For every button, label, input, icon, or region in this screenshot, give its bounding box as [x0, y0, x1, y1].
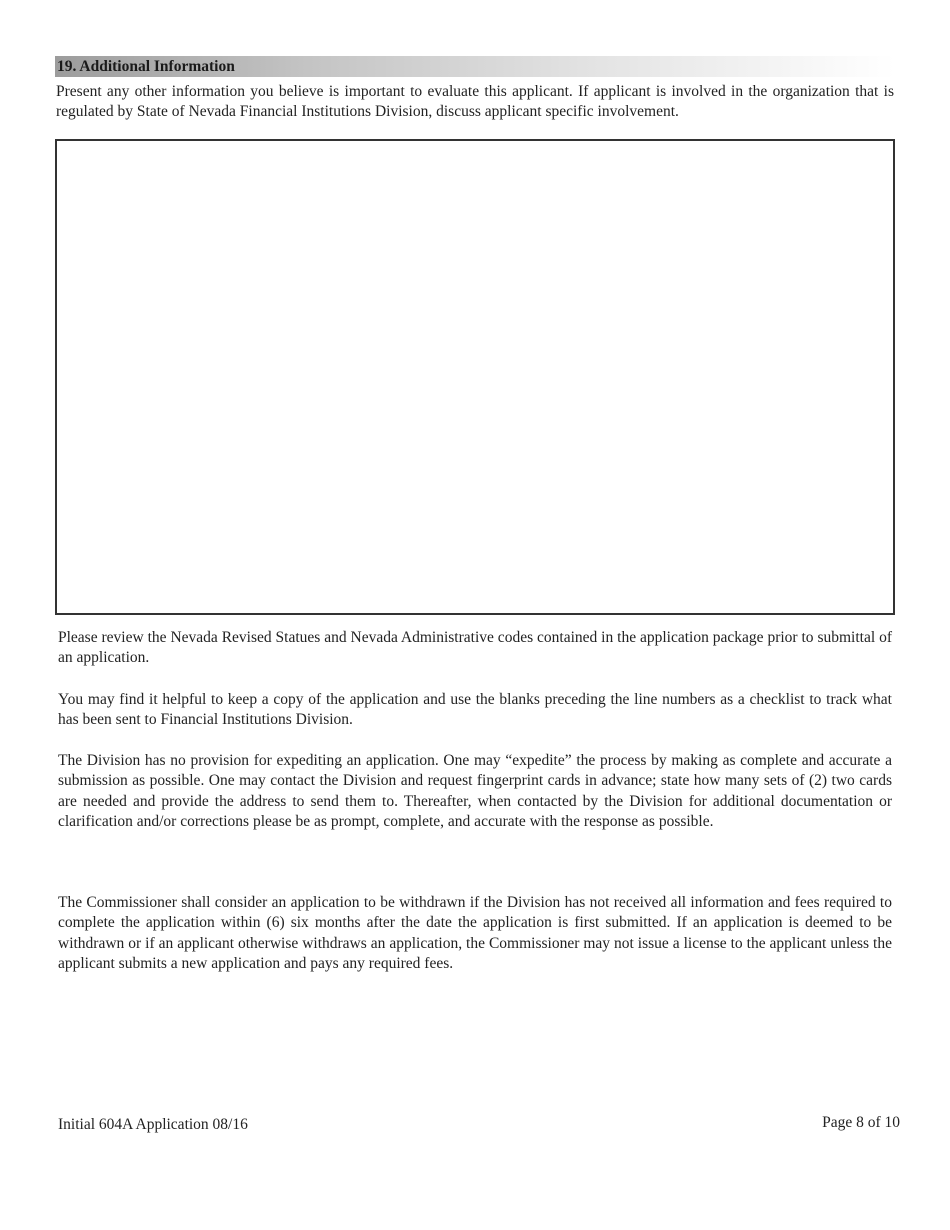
instruction-withdrawal: The Commissioner shall consider an application to be withdrawn if the Division has not received all information and fees required to complete the application within (6) six months after the date the application is first submitted. If an application is deemed to be withdrawn or if an applicant otherwise withdraws an application, the Commissioner may not issue a license to the applicant unless the applicant submits a new application and pays any required fees. [58, 894, 892, 973]
section-header: 19. Additional Information [55, 56, 895, 77]
footer-page-number: Page 8 of 10 [822, 1114, 900, 1131]
section-intro: Present any other information you believe is important to evaluate this applicant. If applicant is involved in the organization that is regulated by State of Nevada Financial Institutions Division, discuss applicant specific involvement. [56, 83, 894, 121]
footer-form-id: Initial 604A Application 08/16 [58, 1116, 248, 1133]
instruction-checklist: You may find it helpful to keep a copy of the application and use the blanks preceding the line numbers as a checklist to track what has been sent to Financial Institutions Division. [58, 691, 892, 729]
instruction-review-statutes: Please review the Nevada Revised Statues and Nevada Administrative codes contained in the application package prior to submittal of an application. [58, 629, 892, 667]
instruction-expediting: The Division has no provision for expediting an application. One may “expedite” the process by making as complete and accurate a submission as possible. One may contact the Division and request fingerprint cards in advance; state how many sets of (2) two cards are needed and provide the address to send them to. Thereafter, when contacted by the Division for additional documentation or clarification and/or corrections please be as prompt, complete, and accurate with the response as possible. [58, 752, 892, 831]
additional-information-textarea[interactable] [55, 139, 895, 615]
